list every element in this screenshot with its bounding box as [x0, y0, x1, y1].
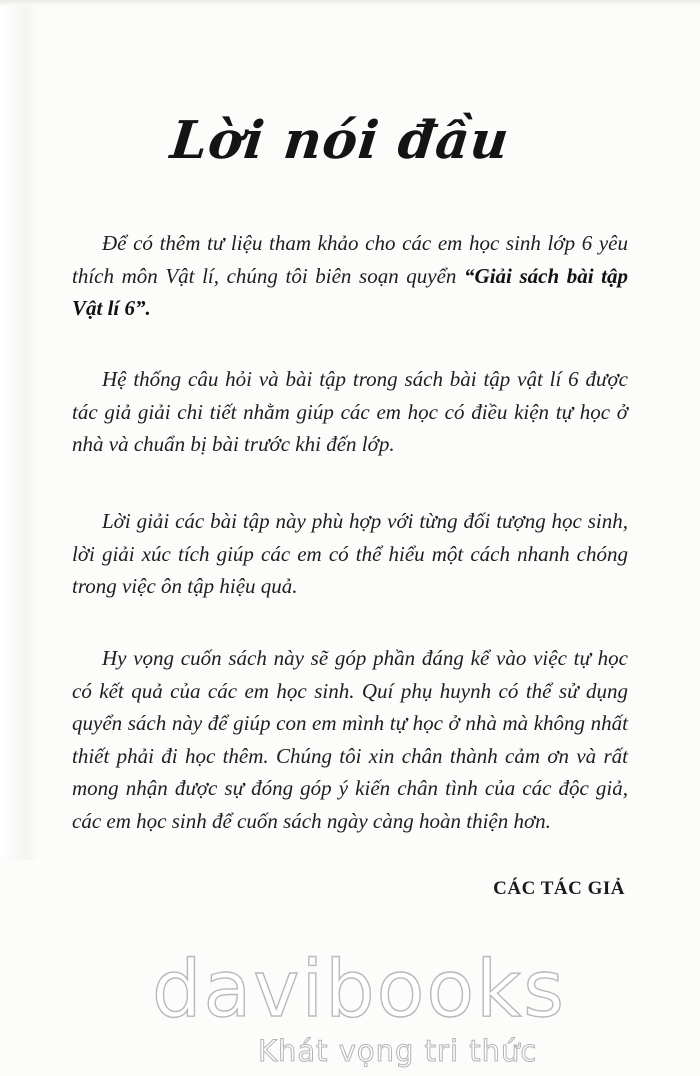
paragraph-4-text: Hy vọng cuốn sách này sẽ góp phần đáng kể vào việc tự học có kết quả của các em học sinh. Quí phụ huynh có thể sử dụng quyển sách này để giúp con em mình tự học ở nhà mà không nhất thiết phải đi học thêm. Chúng tôi xin chân thành cảm ơn và rất mong nhận được sự đóng góp ý kiến chân tình của các độc giả, các em học sinh để cuốn sách ngày càng hoàn thiện hơn. [72, 646, 628, 833]
paragraph-1 [72, 227, 628, 325]
watermark-slogan: Khát vọng tri thức [258, 1034, 538, 1068]
paragraph-2-text: Hệ thống câu hỏi và bài tập trong sách bài tập vật lí 6 được tác giả giải chi tiết nhằm giúp các em học có điều kiện tự học ở nhà và chuẩn bị bài trước khi đến lớp. [72, 367, 628, 456]
paragraph-1-text: Để có thêm tư liệu tham khảo cho các em học sinh lớp 6 yêu thích môn Vật lí, chúng tôi biên soạn quyển [72, 231, 628, 288]
book-title-emphasis: “Giải sách bài tập Vật lí 6”. [72, 263, 628, 320]
paragraph-4 [72, 642, 628, 837]
paragraph-2 [72, 363, 628, 461]
scan-shadow [0, 0, 38, 860]
paragraph-3-text: Lời giải các bài tập này phù hợp với từng đối tượng học sinh, lời giải xúc tích giúp các em có thể hiểu một cách nhanh chóng trong việc ôn tập hiệu quả. [72, 509, 628, 598]
scan-top-edge [0, 0, 700, 6]
page-title: Lời nói đầu [167, 110, 513, 171]
paragraph-3 [72, 505, 628, 603]
watermark-logo: davibooks [152, 945, 566, 1035]
author-signature: CÁC TÁC GIẢ [493, 878, 625, 899]
